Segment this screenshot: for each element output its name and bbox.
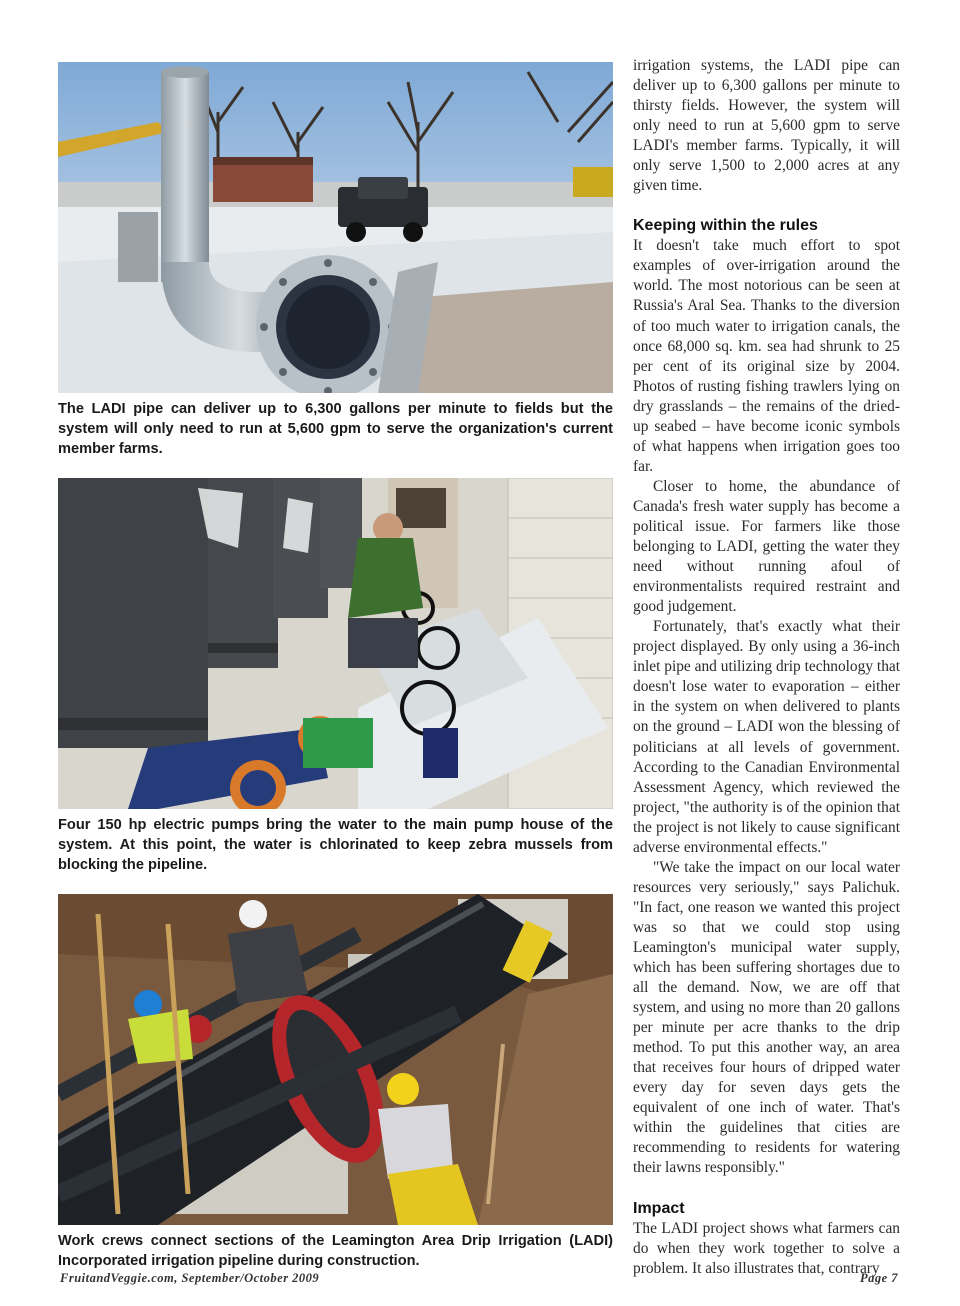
pumps-photo xyxy=(58,478,613,809)
article-intro: irrigation systems, the LADI pipe can deliver up to 6,300 gallons per minute to thirsty fields. However, the system will only need to run at 5,600 gpm to serve LADI's member farms. Typically, it will only serve 1,500 to 2,000 acres at any given time. xyxy=(633,57,900,195)
footer-publication: FruitandVeggie.com, September/October 2009 xyxy=(60,1271,320,1285)
article-paragraph: Closer to home, the abundance of Canada's fresh water supply has become a political issue. For farmers like those belonging to LADI, getting the water they need without running afoul of environmentalists required restraint and good judgement. xyxy=(633,477,900,616)
article-paragraph: Fortunately, that's exactly what their project displayed. By only using a 36-inch inlet pipe and utilizing drip technology that doesn't lose water to evaporation – either in the system on when delivered to plants on the ground – LADI won the blessing of politicians at all levels of government. According to the Canadian Environmental Assessment Agency, which reviewed the project, "the authority is of the opinion that the project is not likely to cause significant adverse environmental effects." xyxy=(633,618,900,856)
photo-caption: Work crews connect sections of the Leamington Area Drip Irrigation (LADI) Incorporated irrigation pipeline during construction. xyxy=(58,1233,613,1269)
article-column xyxy=(633,56,900,1279)
construction-photo xyxy=(58,894,613,1225)
photo-caption: Four 150 hp electric pumps bring the water to the main pump house of the system. At this point, the water is chlorinated to keep zebra mussels from blocking the pipeline. xyxy=(58,817,613,873)
section-heading: Impact xyxy=(633,1199,685,1217)
section-heading: Keeping within the rules xyxy=(633,217,818,235)
photo-column xyxy=(58,62,613,1271)
article-paragraph: It doesn't take much effort to spot examples of over-irrigation around the world. The most notorious can be seen at Russia's Aral Sea. Thanks to the diversion of too much water to irrigation canals, the once 68,000 sq. km. sea had shrunk to 25 per cent of its original size by 2004. Photos of rusting fishing trawlers lying on dry grasslands – the remains of the dried-up seabed – have become iconic symbols of what happens when irrigation goes too far. xyxy=(633,237,900,475)
article-paragraph: "We take the impact on our local water resources very seriously," says Palichuk. "In fact, one reason we wanted this project was so that we could stop using Leamington's municipal water supply, which has been suffering shortages due to all the demand. Now, we are off that system, and using no more than 20 gallons per minute per acre thanks to the drip method. To put this another way, an area that receives four hours of dripped water every day for seven days gets the equivalent of one inch of water. That's within the guidelines that cities are recommending to residents for watering their lawns responsibly." xyxy=(633,858,900,1177)
photo-caption: The LADI pipe can deliver up to 6,300 gallons per minute to fields but the system will only need to run at 5,600 gpm to serve the organization's current member farms. xyxy=(58,401,613,457)
pipe-photo xyxy=(58,62,613,393)
article-paragraph: The LADI project shows what farmers can do when they work together to solve a problem. It also illustrates that, contrary xyxy=(633,1219,900,1277)
footer-page-number: Page 7 xyxy=(859,1271,898,1285)
